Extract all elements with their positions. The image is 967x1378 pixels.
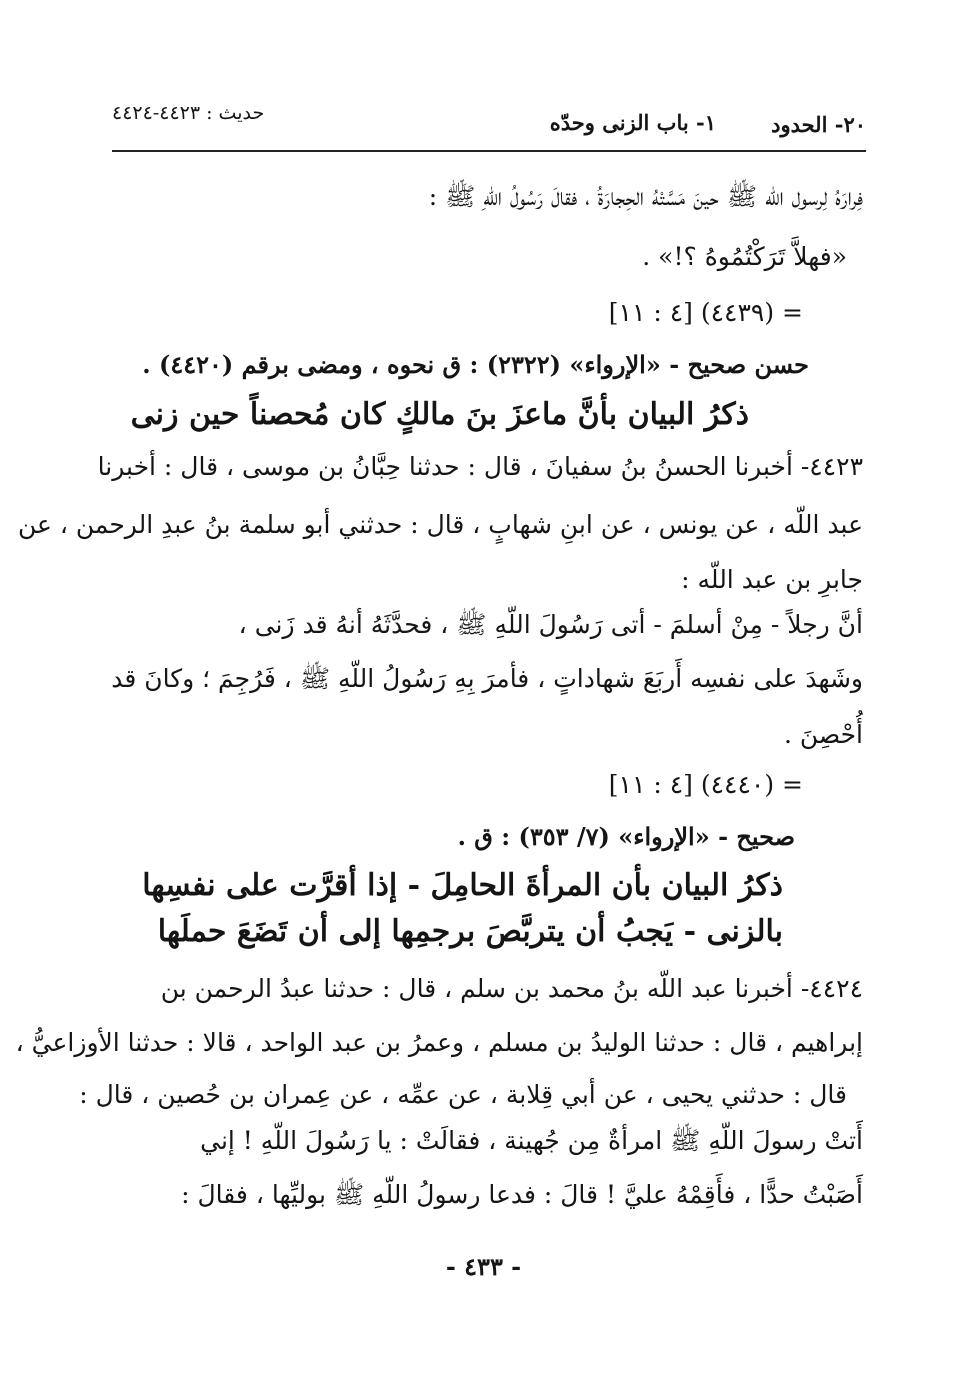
hadith-grade: صحيح - «الإرواء» (٧/ ٣٥٣) : ق . [457,822,795,851]
text-line: ٤٤٢٣- أخبرنا الحسنُ بنُ سفيانَ ، قال : حدثنا حِبَّانُ بن موسى ، قال : أخبرنا [97,452,863,481]
header-section-title: ١- باب الزنى وحدّه [549,110,716,135]
text-line: إبراهيم ، قال : حدثنا الوليدُ بن مسلم ، وعمرُ بن عبد الواحد ، قالا : حدثنا الأوزاعيُّ ، [15,1028,863,1057]
text-line: أنَّ رجلاً - مِنْ أسلمَ - أتى رَسُولَ اللّهِ ﷺ ، فحدَّثَهُ أنهُ قد زَنى ، [238,610,863,639]
text-line: فِرارَهُ لِرسول اللّه ﷺ حينَ مَسَّتْهُ الحِجارَةُ ، فقالَ رَسُولُ اللّهِ ﷺ : [428,182,863,211]
section-heading: ذكرُ البيان بأن المرأةَ الحامِلَ - إذا أقرَّت على نفسِها [142,868,783,903]
text-line: أَتتْ رسولَ اللّهِ ﷺ امرأةٌ مِن جُهينة ، فقالَتْ : يا رَسُولَ اللّهِ ! إني [200,1126,863,1155]
cross-reference: = (٤٤٣٩) [٤ : ١١] [608,298,803,327]
section-heading: ذكرُ البيان بأنَّ ماعزَ بنَ مالكٍ كان مُحصناً حين زنى [130,397,749,432]
section-heading: بالزنى - يَجبُ أن يتربَّصَ برجمِها إلى أن تَضَعَ حملَها [157,914,783,949]
header-divider [112,150,866,152]
cross-reference: = (٤٤٤٠) [٤ : ١١] [608,770,803,799]
header-chapter-title: ٢٠- الحدود [771,112,866,137]
text-line: جابرِ بن عبد اللّه : [681,565,863,594]
running-header [112,98,866,144]
header-hadith-range: حديث : ٤٤٢٣-٤٤٢٤ [112,102,265,124]
text-line: أُحْصِنَ . [783,720,863,749]
text-line: قال : حدثني يحيى ، عن أبي قِلابة ، عن عمِّه ، عن عِمران بن حُصين ، قال : [79,1080,847,1109]
text-line: أَصَبْتُ حدًّا ، فأَقِمْهُ عليَّ ! قالَ : فدعا رسولُ اللّهِ ﷺ بوليِّها ، فقالَ : [181,1180,863,1209]
page-number: - ٤٣٣ - [445,1252,522,1281]
text-line: عبد اللّه ، عن يونس ، عن ابنِ شهابٍ ، قال : حدثني أبو سلمة بنُ عبدِ الرحمن ، عن [17,510,863,539]
text-line: وشَهدَ على نفسِه أَربَعَ شهاداتٍ ، فأمرَ بِهِ رَسُولُ اللّهِ ﷺ ، فَرُجِمَ ؛ وكانَ قد [111,664,863,693]
text-line: ٤٤٢٤- أخبرنا عبد اللّه بنُ محمد بن سلم ، قال : حدثنا عبدُ الرحمن بن [160,974,863,1003]
hadith-grade: حسن صحيح - «الإرواء» (٢٣٢٢) : ق نحوه ، ومضى برقم (٤٤٢٠) . [142,350,809,379]
text-line: «فهلاَّ تَرَكْتُمُوهُ ؟!» . [642,242,847,271]
